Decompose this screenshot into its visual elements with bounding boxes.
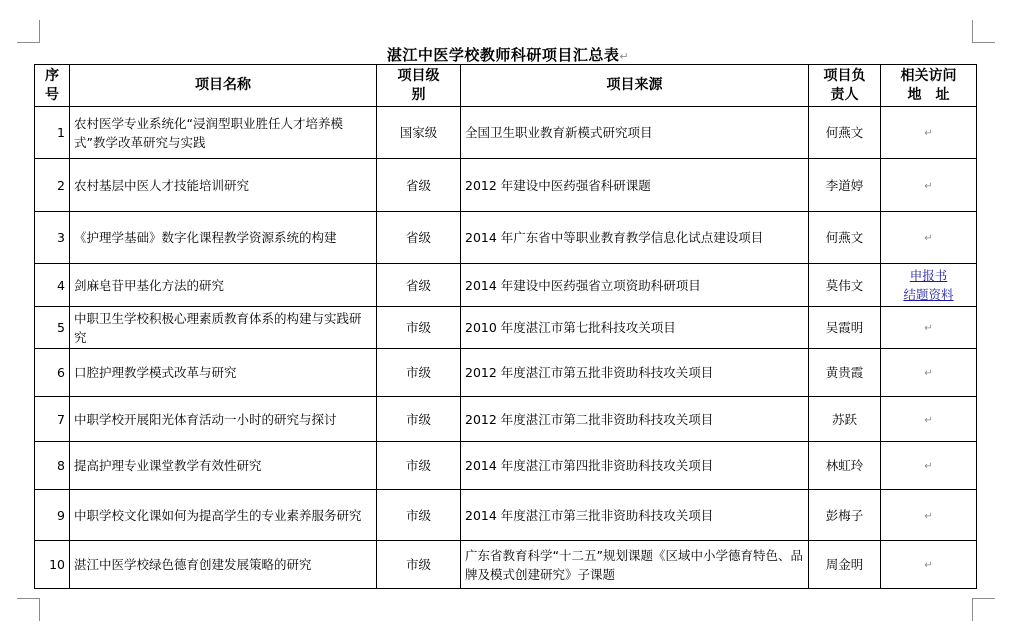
- cell-source: 2012 年度湛江市第二批非资助科技攻关项目: [461, 397, 809, 442]
- cell-level: 市级: [377, 442, 461, 490]
- cell-no: 7: [35, 397, 70, 442]
- cell-level: 省级: [377, 212, 461, 264]
- cell-source: 全国卫生职业教育新模式研究项目: [461, 107, 809, 159]
- cell-end-mark-icon: ↵: [924, 323, 933, 334]
- cell-no: 5: [35, 307, 70, 349]
- cell-no: 4: [35, 264, 70, 307]
- document-title: [0, 44, 1016, 65]
- cell-lead: 周金明: [809, 541, 881, 589]
- header-name: 项目名称: [70, 65, 377, 107]
- cell-end-mark-icon: ↵: [924, 180, 933, 192]
- cell-lead: 黄贵霞: [809, 349, 881, 397]
- cell-source: 2012 年度湛江市第五批非资助科技攻关项目: [461, 349, 809, 397]
- cell-address: [881, 397, 977, 442]
- project-summary-table: [34, 64, 977, 589]
- cell-level: 市级: [377, 307, 461, 349]
- table-row: [35, 490, 977, 541]
- cell-source: 2014 年广东省中等职业教育教学信息化试点建设项目: [461, 212, 809, 264]
- cell-address: [881, 442, 977, 490]
- table-row: [35, 159, 977, 212]
- cell-no: 3: [35, 212, 70, 264]
- table-row: [35, 349, 977, 397]
- cell-lead: 彭梅子: [809, 490, 881, 541]
- header-no: 序号: [35, 65, 70, 107]
- cell-end-mark-icon: ↵: [924, 233, 933, 244]
- table-row: [35, 212, 977, 264]
- cell-no: 6: [35, 349, 70, 397]
- crop-mark-top-left: [17, 20, 40, 43]
- link-final-report[interactable]: 结题资料: [903, 287, 954, 302]
- cell-source: 广东省教育科学“十二五”规划课题《区域中小学德育特色、品牌及模式创建研究》子课题: [461, 541, 809, 589]
- cell-project-name: 口腔护理教学模式改革与研究: [70, 349, 377, 397]
- table-header-row: [35, 65, 977, 107]
- cell-address: [881, 307, 977, 349]
- header-level: 项目级别: [377, 65, 461, 107]
- document-title-text: 湛江中医学校教师科研项目汇总表: [386, 46, 620, 64]
- cell-project-name: 提高护理专业课堂教学有效性研究: [70, 442, 377, 490]
- crop-mark-bottom-right: [972, 598, 995, 621]
- cell-source: 2012 年建设中医药强省科研课题: [461, 159, 809, 212]
- cell-source: 2014 年度湛江市第三批非资助科技攻关项目: [461, 490, 809, 541]
- cell-project-name: 农村基层中医人才技能培训研究: [70, 159, 377, 212]
- table-row: [35, 264, 977, 307]
- cell-lead: 何燕文: [809, 107, 881, 159]
- cell-end-mark-icon: ↵: [924, 368, 933, 379]
- cell-project-name: 《护理学基础》数字化课程教学资源系统的构建: [70, 212, 377, 264]
- cell-address: [881, 107, 977, 159]
- cell-project-name: 中职学校开展阳光体育活动一小时的研究与探讨: [70, 397, 377, 442]
- cell-end-mark-icon: ↵: [924, 414, 933, 426]
- cell-project-name: 农村医学专业系统化“浸润型职业胜任人才培养模式”教学改革研究与实践: [70, 107, 377, 159]
- table-row: [35, 107, 977, 159]
- cell-no: 9: [35, 490, 70, 541]
- header-lead: 项目负责人: [809, 65, 881, 107]
- cell-address: [881, 159, 977, 212]
- cell-source: 2010 年度湛江市第七批科技攻关项目: [461, 307, 809, 349]
- cell-end-mark-icon: ↵: [924, 128, 933, 139]
- cell-source: 2014 年建设中医药强省立项资助科研项目: [461, 264, 809, 307]
- cell-no: 1: [35, 107, 70, 159]
- cell-address: [881, 349, 977, 397]
- cell-project-name: 湛江中医学校绿色德育创建发展策略的研究: [70, 541, 377, 589]
- header-source: 项目来源: [461, 65, 809, 107]
- paragraph-mark-icon: ↵: [619, 50, 630, 63]
- cell-lead: 莫伟文: [809, 264, 881, 307]
- cell-project-name: 中职学校文化课如何为提高学生的专业素养服务研究: [70, 490, 377, 541]
- cell-no: 8: [35, 442, 70, 490]
- cell-lead: 林虹玲: [809, 442, 881, 490]
- crop-mark-top-right: [972, 20, 995, 43]
- cell-level: 市级: [377, 349, 461, 397]
- cell-lead: 李道婷: [809, 159, 881, 212]
- cell-level: 省级: [377, 264, 461, 307]
- cell-end-mark-icon: ↵: [924, 560, 933, 571]
- link-application[interactable]: 申报书: [909, 268, 948, 283]
- cell-address: [881, 264, 977, 307]
- cell-project-name: 中职卫生学校积极心理素质教育体系的构建与实践研究: [70, 307, 377, 349]
- table-row: [35, 442, 977, 490]
- crop-mark-bottom-left: [17, 598, 40, 621]
- table-row: [35, 397, 977, 442]
- cell-level: 市级: [377, 490, 461, 541]
- cell-no: 2: [35, 159, 70, 212]
- cell-level: 国家级: [377, 107, 461, 159]
- header-address: 相关访问地 址: [881, 65, 977, 107]
- table-row: [35, 541, 977, 589]
- cell-address: [881, 490, 977, 541]
- cell-no: 10: [35, 541, 70, 589]
- cell-lead: 何燕文: [809, 212, 881, 264]
- cell-address: [881, 212, 977, 264]
- cell-end-mark-icon: ↵: [924, 461, 933, 472]
- cell-address: [881, 541, 977, 589]
- cell-end-mark-icon: ↵: [924, 510, 933, 522]
- table-row: [35, 307, 977, 349]
- cell-level: 市级: [377, 541, 461, 589]
- cell-lead: 吴霞明: [809, 307, 881, 349]
- cell-project-name: 剑麻皂苷甲基化方法的研究: [70, 264, 377, 307]
- cell-level: 省级: [377, 159, 461, 212]
- cell-level: 市级: [377, 397, 461, 442]
- cell-lead: 苏跃: [809, 397, 881, 442]
- cell-source: 2014 年度湛江市第四批非资助科技攻关项目: [461, 442, 809, 490]
